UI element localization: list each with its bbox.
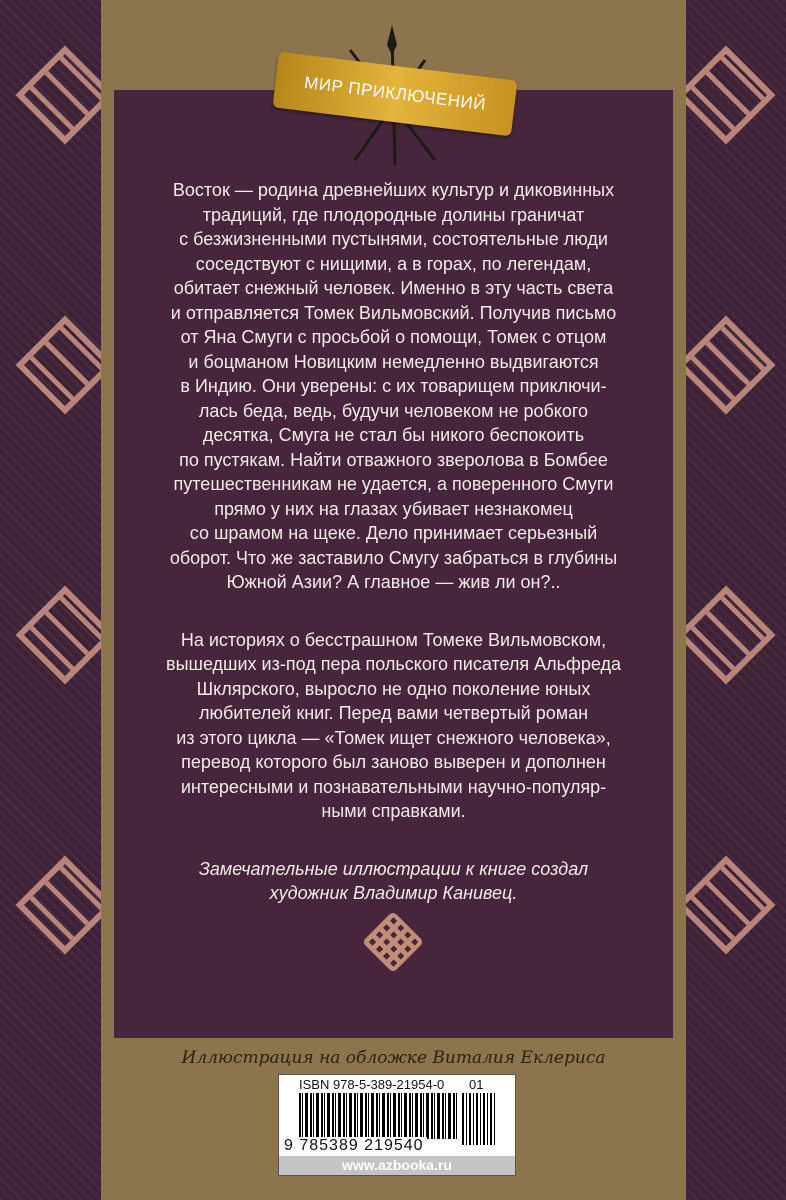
knot-ornament-icon	[677, 856, 776, 955]
text-line: лась беда, ведь, будучи человеком не робкого	[198, 400, 589, 421]
paragraph	[114, 857, 673, 906]
text-line: от Яна Смуги с просьбой о помощи, Томек с отцом	[180, 327, 607, 347]
text-line: оборот. Что же заставило Смугу забраться в глубины	[169, 547, 618, 568]
paragraph	[114, 628, 673, 824]
right-ornament-border	[686, 0, 786, 1200]
publisher-website: www.azbooka.ru	[279, 1156, 515, 1175]
text-line: соседствуют с нищими, а в горах, по легендам,	[195, 253, 592, 274]
text-line: прямо у них на глазах убивает незнакомец	[214, 498, 573, 519]
knot-ornament-icon	[677, 316, 776, 415]
text-line: Южной Азии? А главное — жив ли он?..	[226, 572, 561, 592]
text-line: обитает снежный человек. Именно в эту часть света	[173, 278, 614, 298]
text-line: путешественникам не удается, а поверенного Смуги	[173, 474, 614, 494]
paragraph	[114, 178, 673, 595]
text-line: Восток — родина древнейших культур и диковинных	[172, 180, 615, 200]
text-panel	[114, 90, 673, 1038]
text-line: со шрамом на щеке. Дело принимает серьезный	[189, 523, 598, 543]
text-line: художник Владимир Канивец.	[269, 883, 518, 903]
text-line: и боцманом Новицким немедленно выдвигаются	[188, 351, 599, 372]
addon-bars	[462, 1093, 496, 1145]
text-line: вышедших из-под пера польского писателя Альфреда	[166, 654, 621, 674]
isbn-barcode	[278, 1074, 516, 1176]
knot-ornament-icon	[16, 856, 115, 955]
text-line: десятка, Смуга не стал бы никого беспокоить	[202, 425, 585, 445]
barcode-bars	[299, 1093, 459, 1139]
knot-ornament-icon	[16, 46, 115, 145]
cover-illustration-credit: Иллюстрация на обложке Виталия Еклериса	[181, 1048, 606, 1068]
text-line: интересными и познавательными научно-популяр-	[180, 776, 607, 797]
text-line: по пустякам. Найти отважного зверолова в Бомбее	[179, 449, 608, 470]
knot-ornament-icon	[677, 46, 776, 145]
text-line: перевод которого был заново выверен и дополнен	[181, 752, 606, 772]
barcode-digits: 9 785389 219540	[281, 1137, 427, 1155]
text-line: и отправляется Томек Вильмовский. Получив письмо	[170, 302, 617, 323]
isbn-number: ISBN 978-5-389-21954-0	[299, 1077, 445, 1092]
text-line: с безжизненными пустынями, состоятельные люди	[179, 229, 608, 249]
knot-ornament-icon	[16, 316, 115, 415]
knot-ornament-icon	[16, 586, 115, 685]
text-line: На историях о бесстрашном Томеке Вильмовском,	[180, 629, 607, 650]
text-line: Шклярского, выросло не одно поколение юных	[196, 678, 591, 699]
blurb	[114, 178, 673, 939]
text-line: в Индию. Они уверены: с их товарищем приключи-	[180, 376, 607, 396]
text-line: Замечательные иллюстрации к книге создал	[198, 858, 589, 879]
text-line: из этого цикла — «Томек ищет снежного человека»,	[176, 727, 611, 748]
left-ornament-border	[0, 0, 101, 1200]
text-line: традиций, где плодородные долины граничат	[202, 204, 585, 225]
text-line: любителей книг. Перед вами четвертый роман	[198, 703, 589, 723]
knot-ornament-icon	[677, 586, 776, 685]
series-banner: МИР ПРИКЛЮЧЕНИЙ	[272, 52, 517, 137]
text-line: ными справками.	[321, 801, 466, 821]
isbn-addon: 01	[469, 1077, 484, 1092]
